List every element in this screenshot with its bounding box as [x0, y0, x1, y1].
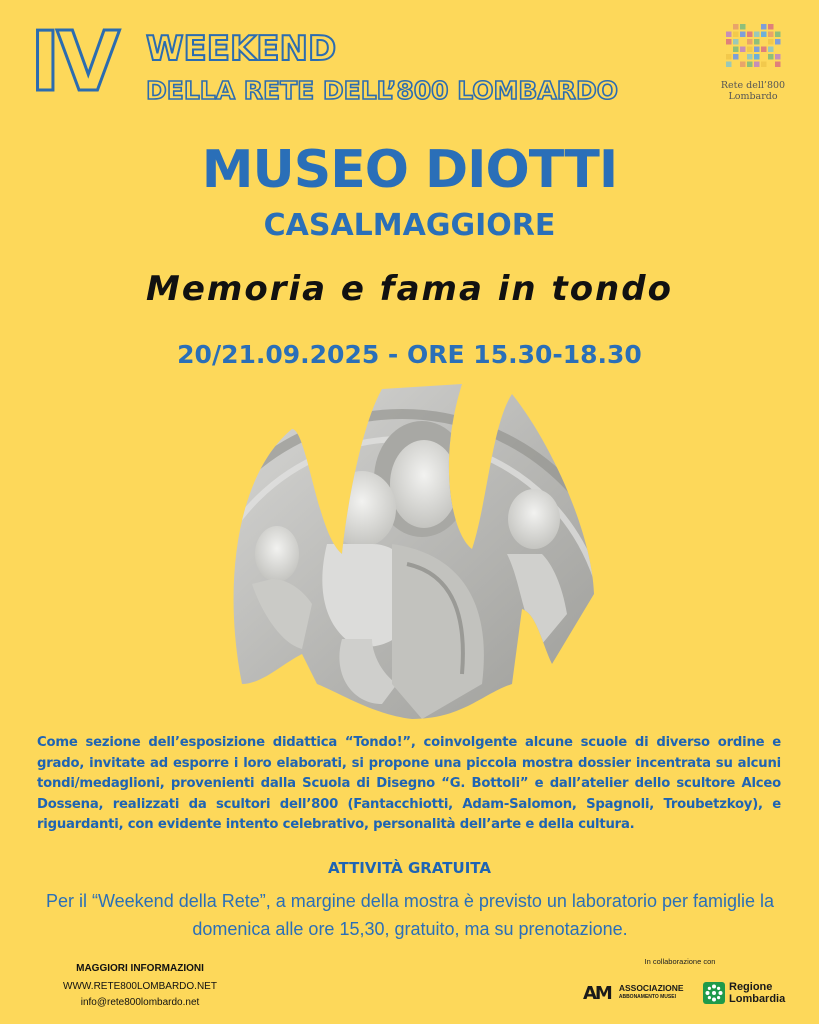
logo-grid-square — [775, 32, 781, 38]
am-subtitle: ABBONAMENTO MUSEI — [618, 994, 676, 1000]
rete-800-logo — [720, 22, 786, 102]
city-name: CASALMAGGIORE — [263, 208, 556, 243]
logo-grid-square — [754, 47, 760, 53]
lombardia-rose-icon — [703, 982, 725, 1004]
logo-grid-square — [733, 24, 739, 30]
header-network: DELLA RETE DELL’800 LOMBARDO — [146, 76, 619, 105]
logo-grid-square — [754, 32, 760, 38]
logo-grid-square — [768, 39, 774, 45]
exhibition-dates: 20/21.09.2025 - ORE 15.30-18.30 — [177, 340, 642, 369]
logo-text-line2: Lombardo — [728, 91, 778, 102]
lab-description: Per il “Weekend della Rete”, a margine della mostra è previsto un laboratorio per famiglie la domenica alle ore 15,30, gratuito, ma su prenotazione. — [45, 891, 775, 939]
am-mark-icon: AM — [583, 982, 611, 1004]
logo-grid-square — [747, 39, 753, 45]
logo-grid-square — [733, 47, 739, 53]
website-link[interactable]: WWW.RETE800LOMBARDO.NET — [63, 981, 217, 992]
logo-grid-square — [733, 32, 739, 38]
logo-grid-square — [754, 54, 760, 60]
am-name: ASSOCIAZIONE — [618, 983, 684, 993]
more-info-block — [60, 962, 220, 1010]
roman-numeral: IV — [30, 15, 116, 110]
logo-grid-square — [754, 39, 760, 45]
logo-text — [720, 80, 786, 102]
collaboration-label: In collaborazione con — [644, 957, 716, 966]
logo-grid-square — [747, 54, 753, 60]
regione-label: Regione — [729, 981, 773, 993]
logo-grid-square — [740, 47, 746, 53]
logo-grid-square — [747, 47, 753, 53]
header-weekend: WEEKEND — [146, 29, 337, 69]
logo-grid-square — [775, 62, 781, 68]
logo-grid-square — [726, 62, 732, 68]
logo-grid-square — [761, 24, 767, 30]
logo-grid-square — [761, 32, 767, 38]
logo-grid-square — [740, 62, 746, 68]
logo-grid-square — [768, 54, 774, 60]
rete-800-grid-logo-icon — [724, 22, 782, 72]
exhibition-description: Come sezione dell’esposizione didattica “Tondo!”, coinvolgente alcune scuole di diverso ordine e grado, invitate ad esporre i loro elaborati, si propone una piccola mostra dossier incentrata su alcuni tondi/medaglioni, provenienti dalla Scuola di Disegno “G. Bottoli” e dall’atelier dello scultore Alceo Dossena, realizzati da scultori dell’800 (Fantacchiotti, Adam-Salomon, Spagnoli, Troubetzkoy), e riguardanti, con evidente intento celebrativo, personalità dell’arte e della cultura. — [37, 735, 781, 833]
logo-grid-square — [761, 47, 767, 53]
logo-grid-square — [726, 39, 732, 45]
logo-grid-square — [768, 47, 774, 53]
logo-grid-square — [733, 39, 739, 45]
logo-grid-square — [775, 39, 781, 45]
email-link[interactable]: info@rete800lombardo.net — [80, 997, 200, 1008]
logo-grid-square — [761, 62, 767, 68]
logo-grid-square — [768, 32, 774, 38]
abbonamento-musei-logo — [583, 980, 684, 1006]
logo-text-line1: Rete dell’800 — [720, 80, 786, 91]
lombardia-label: Lombardia — [729, 993, 786, 1005]
more-info-title: MAGGIORI INFORMAZIONI — [76, 963, 204, 974]
logo-grid-square — [747, 62, 753, 68]
logo-grid-square — [740, 24, 746, 30]
logo-grid-square — [733, 54, 739, 60]
logo-grid-square — [768, 24, 774, 30]
logo-grid-square — [775, 54, 781, 60]
madonna-relief-artwork — [222, 384, 597, 719]
logo-grid-square — [726, 54, 732, 60]
exhibition-title: Memoria e fama in tondo — [146, 269, 673, 309]
logo-grid-square — [726, 32, 732, 38]
logo-grid-square — [747, 32, 753, 38]
regione-lombardia-logo — [703, 980, 785, 1006]
free-activity-heading: ATTIVITÀ GRATUITA — [328, 859, 491, 877]
museum-title: MUSEO DIOTTI — [201, 140, 618, 200]
logo-grid-square — [754, 62, 760, 68]
logo-grid-square — [740, 32, 746, 38]
